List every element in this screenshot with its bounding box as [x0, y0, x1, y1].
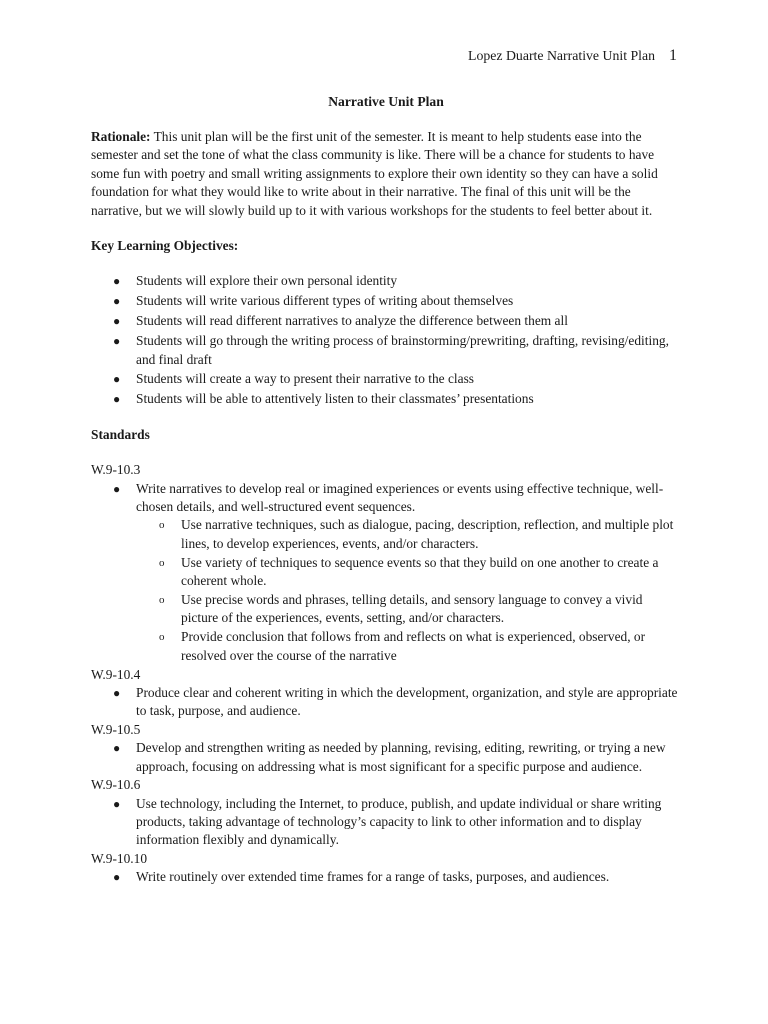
bullet-icon: ● — [113, 334, 121, 349]
standard-text: Develop and strengthen writing as needed by planning, revising, editing, rewriting, or trying a new approach, focusing on addressing what is most significant for a specific purpose and audience. — [136, 740, 666, 774]
objectives-heading: Key Learning Objectives: — [91, 238, 239, 254]
objective-text: Students will go through the writing process of brainstorming/prewriting, drafting, revising/editing, and final draft — [136, 333, 669, 367]
bullet-icon: ● — [113, 796, 121, 811]
objective-text: Students will explore their own personal identity — [136, 273, 398, 289]
page-number: 1 — [669, 47, 677, 64]
sub-standard-text: Provide conclusion that follows from and reflects on what is experienced, observed, or resolved over the course of the narrative — [181, 629, 646, 663]
list-item — [91, 795, 681, 850]
bullet-icon: ● — [113, 741, 121, 756]
document-title: Narrative Unit Plan — [328, 94, 444, 109]
standards-section — [91, 461, 681, 886]
list-item — [91, 591, 681, 628]
list-item — [91, 739, 681, 776]
rationale-label: Rationale: — [91, 129, 151, 144]
list-item — [91, 628, 681, 665]
standard-code: W.9-10.4 — [91, 666, 141, 682]
standard-code: W.9-10.10 — [91, 850, 148, 866]
objective-text: Students will read different narratives to analyze the difference between them all — [136, 313, 568, 329]
standard-text: Write routinely over extended time frames for a range of tasks, purposes, and audiences. — [136, 869, 610, 885]
sub-standard-list — [91, 516, 681, 665]
standards-heading: Standards — [91, 426, 150, 442]
list-item — [91, 516, 681, 553]
standard-code: W.9-10.6 — [91, 777, 141, 793]
list-item — [91, 332, 681, 369]
running-title: Lopez Duarte Narrative Unit Plan — [468, 48, 655, 63]
standard-list — [91, 739, 681, 776]
standard-text: Use technology, including the Internet, to produce, publish, and update individual or share writing products, taking advantage of technology’s capacity to link to other information and to display information flexibly and dynamically. — [136, 795, 662, 848]
list-item — [91, 390, 681, 408]
standard-text: Produce clear and coherent writing in which the development, organization, and style are appropriate to task, purpose, and audience. — [136, 685, 678, 719]
bullet-icon: ● — [113, 870, 121, 885]
circle-bullet-icon: o — [159, 519, 165, 532]
standard-text: Write narratives to develop real or imagined experiences or events using effective technique, well-chosen details, and well-structured event sequences. — [136, 480, 664, 514]
circle-bullet-icon: o — [159, 556, 165, 569]
bullet-icon: ● — [113, 481, 121, 496]
circle-bullet-icon: o — [159, 631, 165, 644]
sub-standard-text: Use precise words and phrases, telling details, and sensory language to convey a vivid picture of the experiences, events, setting, and/or characters. — [181, 592, 643, 626]
bullet-icon: ● — [113, 392, 121, 407]
sub-standard-text: Use narrative techniques, such as dialogue, pacing, description, reflection, and multiple plot lines, to develop experiences, events, and/or characters. — [181, 517, 674, 551]
objective-text: Students will create a way to present their narrative to the class — [136, 371, 474, 387]
page-header — [468, 47, 677, 65]
standard-list — [91, 795, 681, 850]
bullet-icon: ● — [113, 686, 121, 701]
circle-bullet-icon: o — [159, 594, 165, 607]
list-item — [91, 292, 681, 310]
bullet-icon: ● — [113, 314, 121, 329]
list-item — [91, 554, 681, 591]
list-item — [91, 312, 681, 330]
bullet-icon: ● — [113, 294, 121, 309]
standard-code: W.9-10.3 — [91, 462, 141, 478]
rationale-text: This unit plan will be the first unit of the semester. It is meant to help students ease into the semester and set the tone of what the class community is like. There will be a chance for students to have some fun with poetry and small writing assignments to explore their own identity so they can have a solid foundation for what they would like to write about in their narrative. The final of this unit will be the narrative, but we will slowly build up to it with various workshops for the students to feel better about it. — [91, 129, 658, 218]
rationale-paragraph — [91, 128, 681, 220]
list-item — [91, 370, 681, 388]
list-item — [91, 868, 681, 886]
list-item — [91, 480, 681, 517]
bullet-icon: ● — [113, 274, 121, 289]
standard-list — [91, 480, 681, 517]
standard-list — [91, 684, 681, 721]
objective-text: Students will write various different types of writing about themselves — [136, 293, 514, 309]
document-body — [91, 93, 681, 887]
sub-standard-text: Use variety of techniques to sequence events so that they build on one another to create a coherent whole. — [181, 554, 659, 589]
list-item — [91, 684, 681, 721]
objective-text: Students will be able to attentively listen to their classmates’ presentations — [136, 391, 534, 407]
list-item — [91, 272, 681, 290]
bullet-icon: ● — [113, 372, 121, 387]
objectives-list — [91, 272, 681, 408]
standard-list — [91, 868, 681, 886]
standard-code: W.9-10.5 — [91, 721, 141, 737]
